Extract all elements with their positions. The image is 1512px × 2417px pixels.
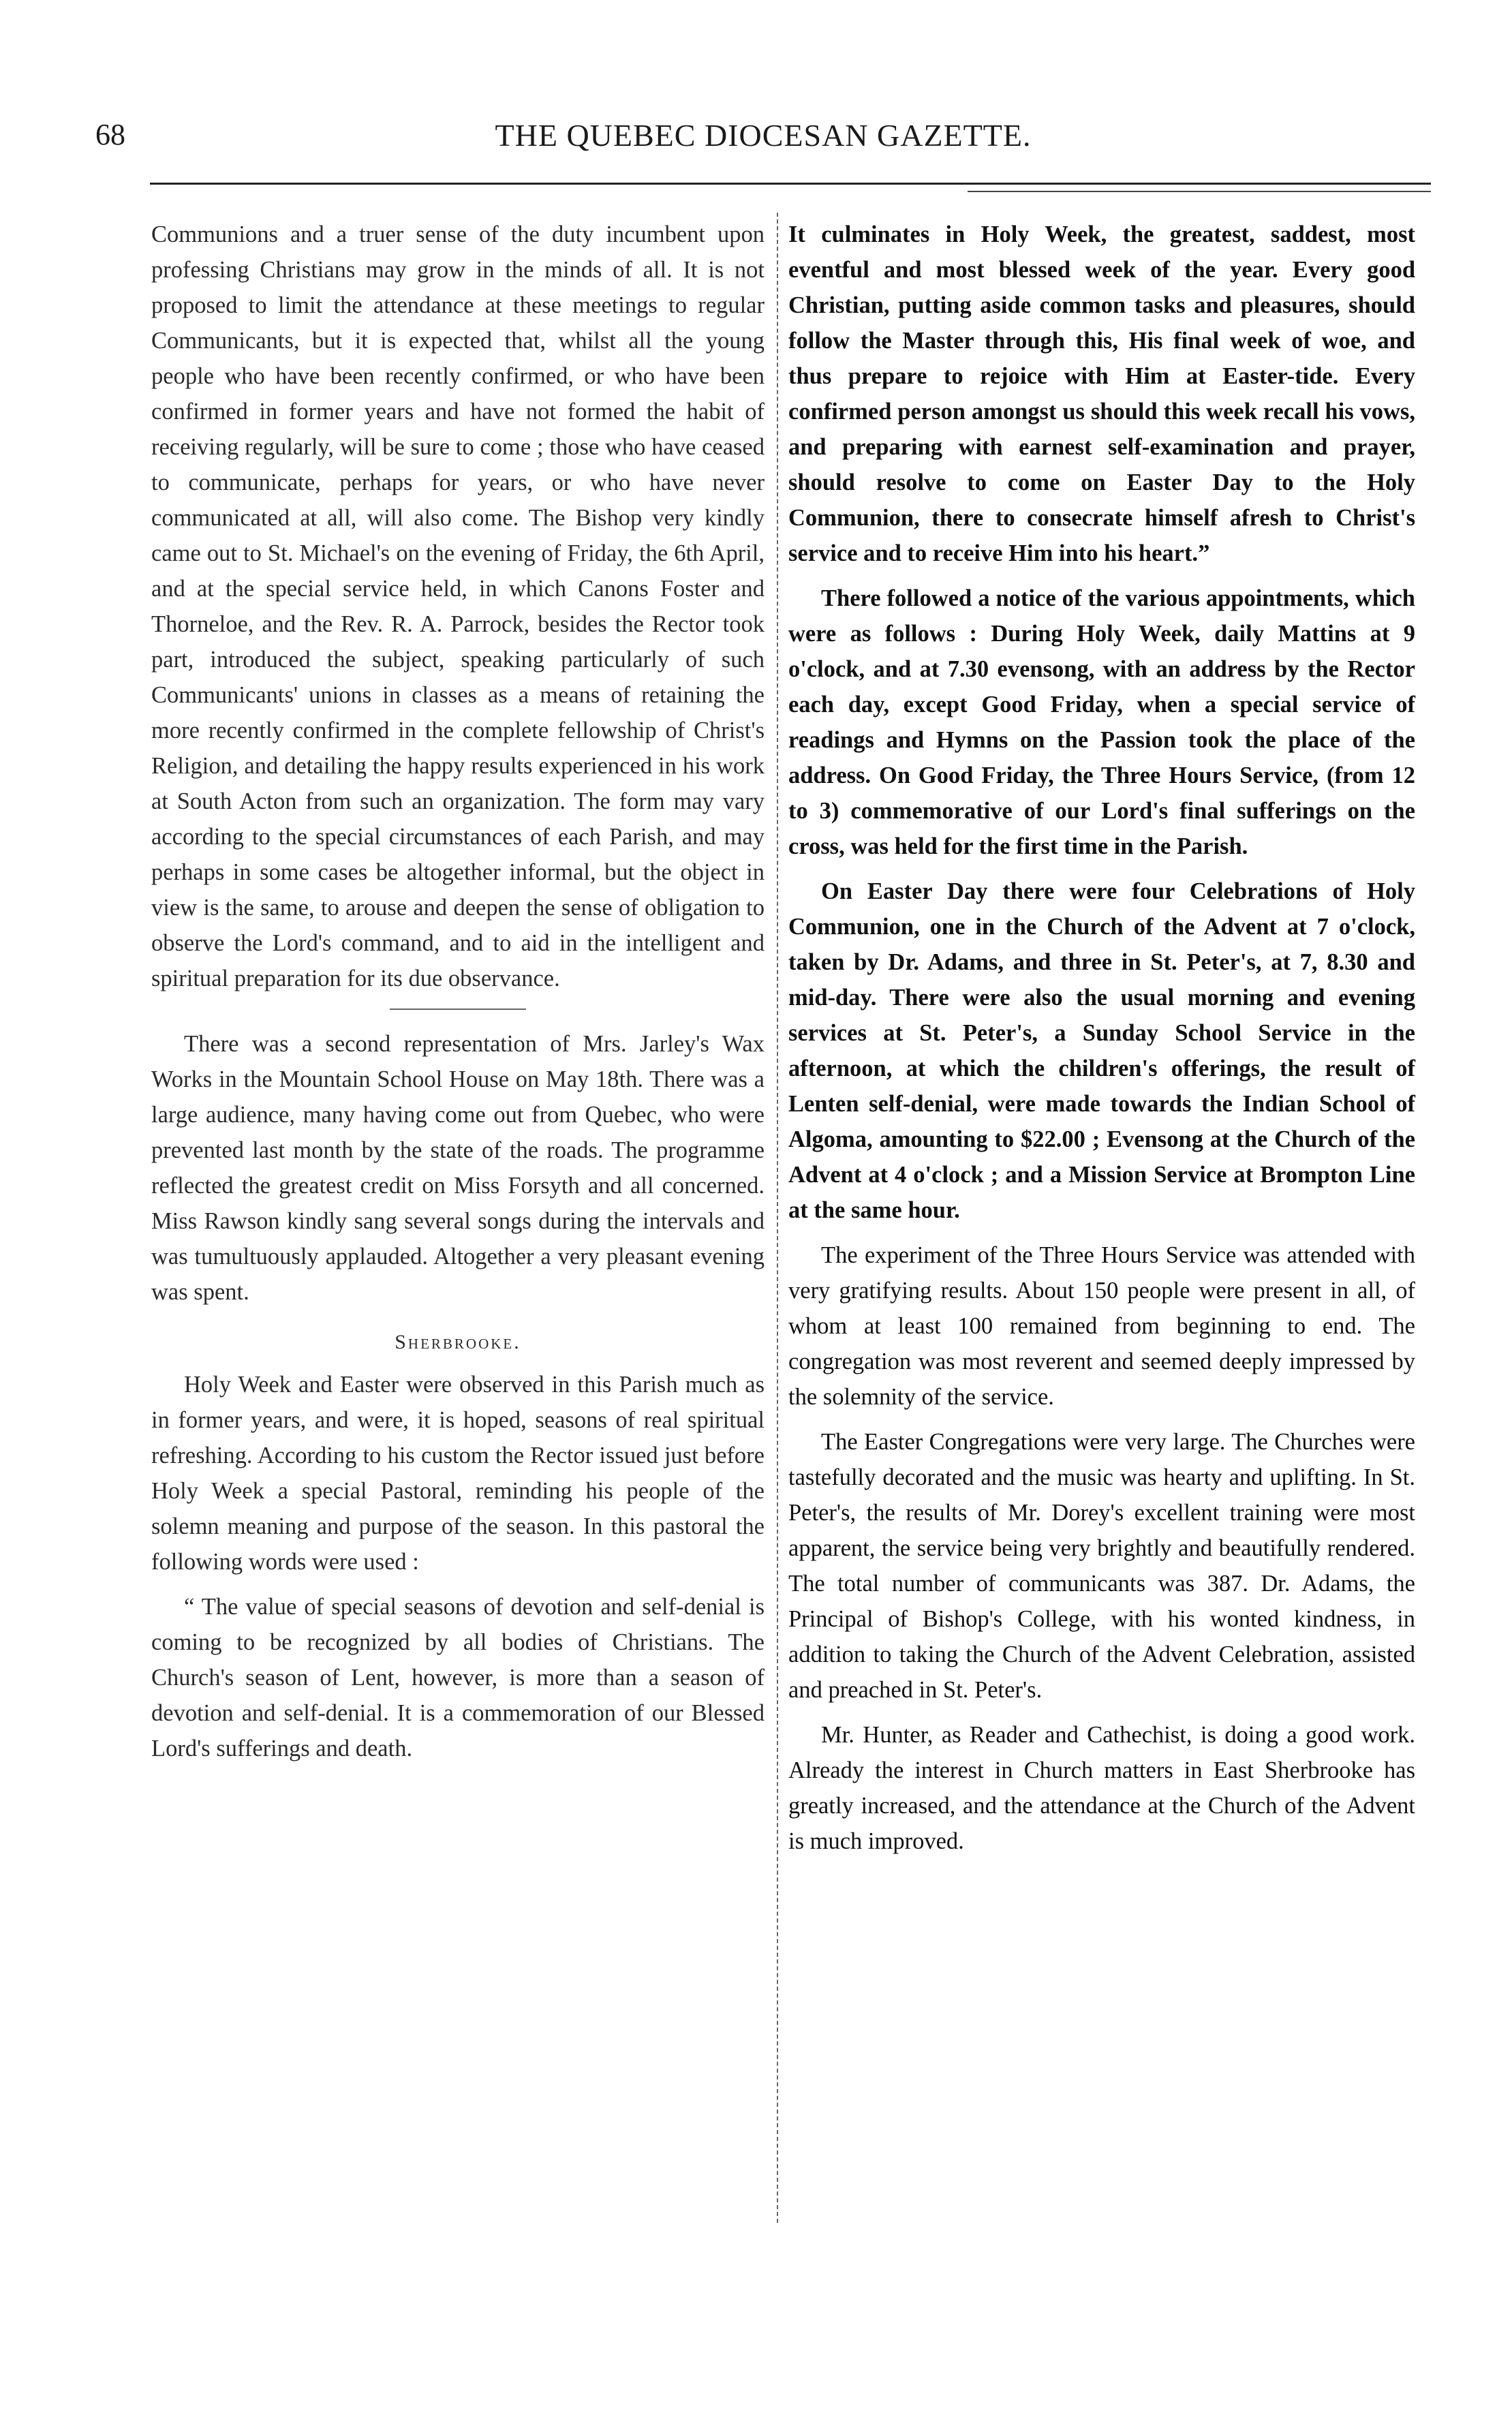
running-title: THE QUEBEC DIOCESAN GAZETTE. xyxy=(495,118,1032,153)
page-header xyxy=(95,117,1431,165)
right-paragraph-3: On Easter Day there were four Celebrations of Holy Communion, one in the Church of the Advent at 7 o'clock, taken by Dr. Adams, and three in St. Peter's, at 7, 8.30 and mid-day. There were also the usual morning and evening services at St. Peter's, a Sunday School Service in the afternoon, at which the children's offerings, the result of Lenten self-denial, were made towards the Indian School of Algoma, amounting to $22.00 ; Evensong at the Church of the Advent at 4 o'clock ; and a Mission Service at Brompton Line at the same hour. xyxy=(788,878,1415,1223)
right-paragraph-4: The experiment of the Three Hours Service was attended with very gratifying results. About 150 people were present in all, of whom at least 100 remained from beginning to end. The congregation was most reverent and seemed deeply impressed by the solemnity of the service. xyxy=(788,1242,1415,1410)
left-paragraph-1: Communions and a truer sense of the duty incumbent upon professing Christians may grow in the minds of all. It is not proposed to limit the attendance at these meetings to regular Communicants, but it is expected that, whilst all the young people who have been recently confirmed, or who have been confirmed in former years and have not formed the habit of receiving regularly, will be sure to come ; those who have ceased to communicate, perhaps for years, or who have never communicated at all, will also come. The Bishop very kindly came out to St. Michael's on the evening of Friday, the 6th April, and at the special service held, in which Canons Foster and Thorneloe, and the Rev. R. A. Parrock, besides the Rector took part, introduced the subject, speaking particularly of such Communicants' unions in classes as a means of retaining the more recently confirmed in the complete fellowship of Christ's Religion, and detailing the happy results experienced in his work at South Acton from such an organization. The form may vary according to the special circumstances of each Parish, and may perhaps in some cases be altogether informal, but the object in view is the same, to arouse and deepen the sense of obligation to observe the Lord's command, and to aid in the intelligent and spiritual preparation for its due observance. xyxy=(151,221,765,991)
section-heading-sherbrooke: Sherbrooke. xyxy=(395,1331,521,1353)
column-divider xyxy=(777,213,778,2223)
left-paragraph-3: Holy Week and Easter were observed in this Parish much as in former years, and were, it is hoped, seasons of real spiritual refreshing. According to his custom the Rector issued just before Holy Week a special Pastoral, reminding his people of the solemn meaning and purpose of the season. In this pastoral the following words were used : xyxy=(151,1372,765,1575)
right-column xyxy=(788,217,1415,1868)
left-paragraph-4: “ The value of special seasons of devotion and self-denial is coming to be recognized by all bodies of Christians. The Church's season of Lent, however, is more than a season of devotion and self-denial. It is a commemoration of our Blessed Lord's sufferings and death. xyxy=(151,1594,765,1761)
right-paragraph-6: Mr. Hunter, as Reader and Cathechist, is doing a good work. Already the interest in Church matters in East Sherbrooke has greatly increased, and the attendance at the Church of the Advent is much improved. xyxy=(788,1722,1415,1854)
left-column xyxy=(151,217,765,1776)
right-paragraph-2: There followed a notice of the various appointments, which were as follows : During Holy Week, daily Mattins at 9 o'clock, and at 7.30 evensong, with an address by the Rector each day, except Good Friday, when a special service of readings and Hymns on the Passion took the place of the address. On Good Friday, the Three Hours Service, (from 12 to 3) commemorative of our Lord's final sufferings on the cross, was held for the first time in the Parish. xyxy=(788,585,1415,859)
header-rule xyxy=(150,183,1431,185)
left-paragraph-2: There was a second representation of Mrs. Jarley's Wax Works in the Mountain School House on May 18th. There was a large audience, many having come out from Quebec, who were prevented last month by the state of the roads. The programme reflected the greatest credit on Miss Forsyth and all concerned. Miss Rawson kindly sang several songs during the intervals and was tumultuously applauded. Altogether a very pleasant evening was spent. xyxy=(151,1031,765,1305)
page-number: 68 xyxy=(95,118,125,151)
right-paragraph-5: The Easter Congregations were very large. The Churches were tastefully decorated and the music was hearty and uplifting. In St. Peter's, the results of Mr. Dorey's excellent training were most apparent, the service being very brightly and beautifully rendered. The total number of communicants was 387. Dr. Adams, the Principal of Bishop's College, with his wonted kindness, in addition to taking the Church of the Advent Celebration, assisted and preached in St. Peter's. xyxy=(788,1429,1415,1703)
section-separator xyxy=(390,1009,526,1010)
header-rule-secondary xyxy=(968,191,1431,192)
right-paragraph-1: It culminates in Holy Week, the greatest, saddest, most eventful and most blessed week of the year. Every good Christian, putting aside common tasks and pleasures, should follow the Master through this, His final week of woe, and thus prepare to rejoice with Him at Easter-tide. Every confirmed person amongst us should this week recall his vows, and preparing with earnest self-examination and prayer, should resolve to come on Easter Day to the Holy Communion, there to consecrate himself afresh to Christ's service and to receive Him into his heart.” xyxy=(788,221,1415,566)
